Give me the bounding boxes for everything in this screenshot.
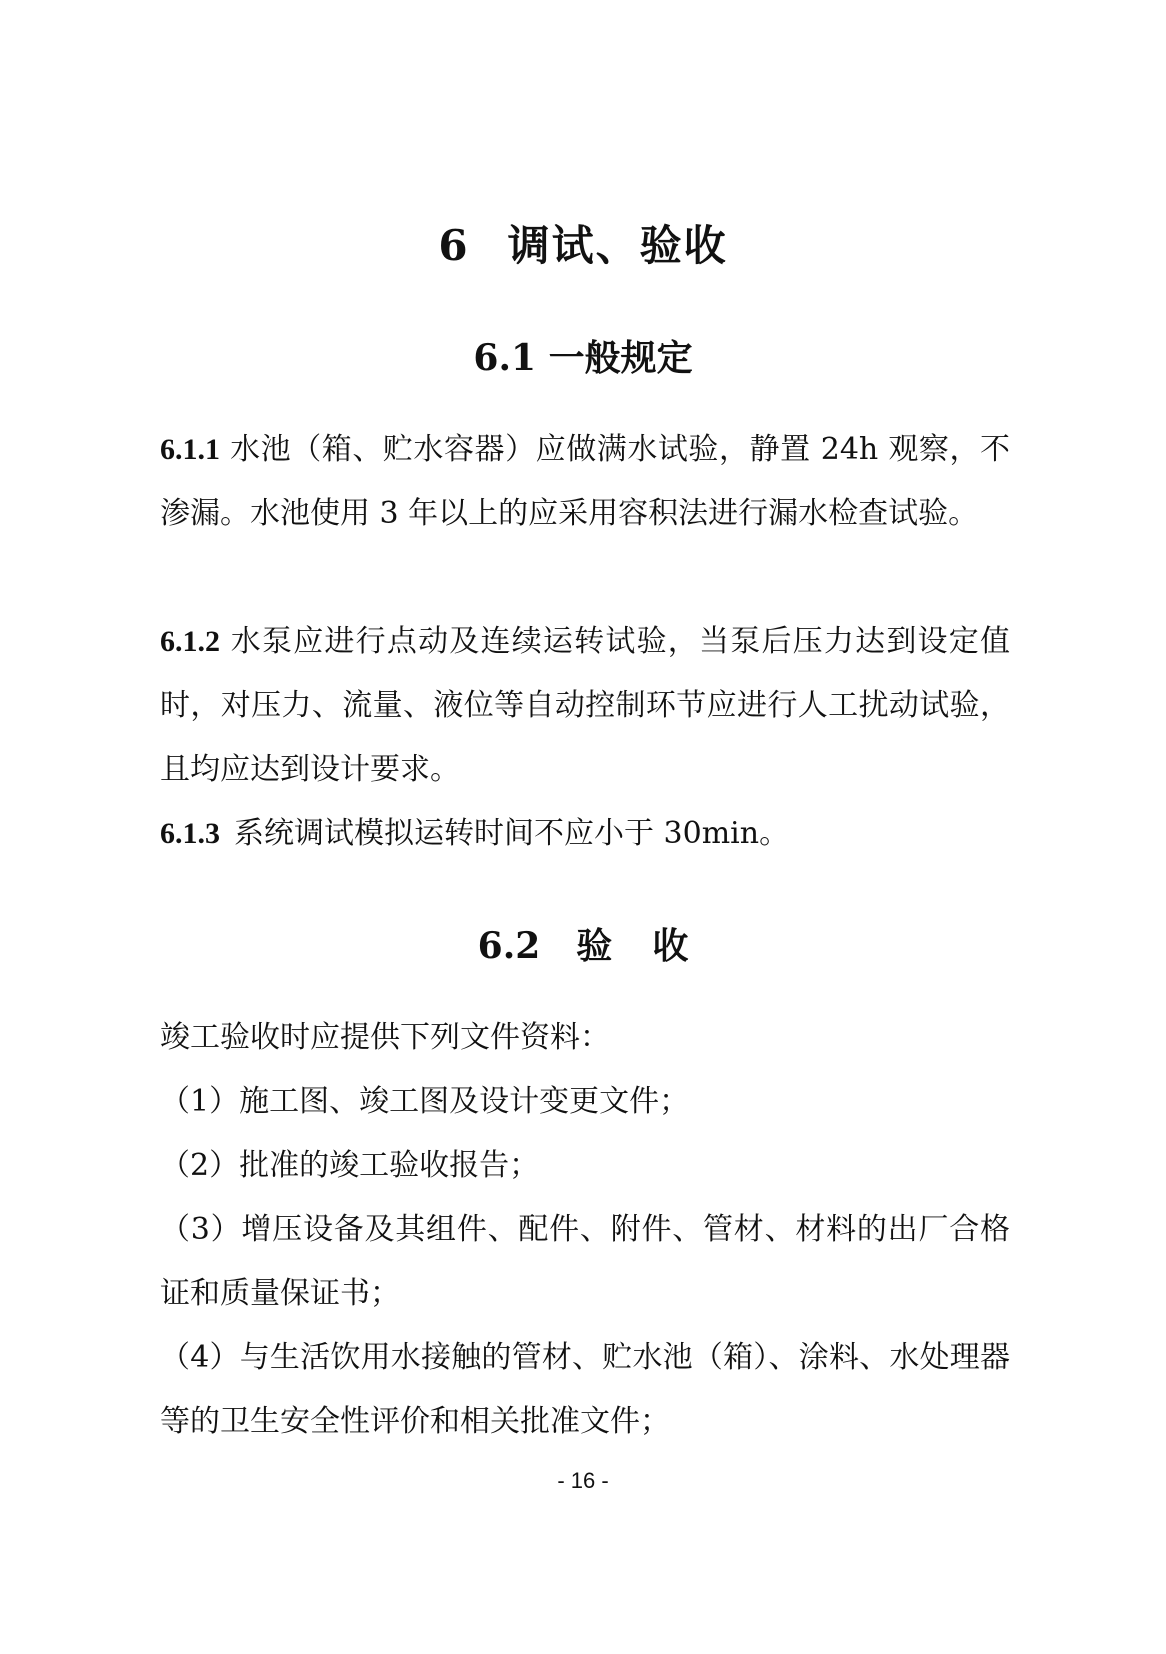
section-heading-6-1: 6.1 一般规定 xyxy=(473,337,693,379)
clause-text: 系统调试模拟运转时间不应小于 30min。 xyxy=(234,816,790,851)
clause-6-1-1 xyxy=(160,418,1010,546)
chapter-title xyxy=(0,218,1166,274)
section-title-char: 收 xyxy=(652,925,689,967)
clause-number: 6.1.2 xyxy=(160,625,220,658)
chapter-number: 6 xyxy=(438,221,470,270)
section-heading-6-2 xyxy=(0,922,1166,970)
list-item: （3）增压设备及其组件、配件、附件、管材、材料的出厂合格证和质量保证书； xyxy=(160,1212,1010,1311)
list-item: （2）批准的竣工验收报告； xyxy=(160,1148,540,1183)
section-title-char: 验 xyxy=(576,925,613,967)
page-number: - 16 - xyxy=(557,1468,609,1493)
list-item: （4）与生活饮用水接触的管材、贮水池（箱）、涂料、水处理器等的卫生安全性评价和相关批准文件； xyxy=(160,1340,1010,1439)
clause-text: 水池（箱、贮水容器）应做满水试验，静置 24h 观察，不渗漏。水池使用 3 年以上的应采用容积法进行漏水检查试验。 xyxy=(160,432,1010,531)
clause-number: 6.1.1 xyxy=(160,433,220,466)
section-number: 6.2 xyxy=(477,925,541,967)
clause-6-1-2 xyxy=(160,610,1010,802)
clause-number: 6.1.3 xyxy=(160,817,220,850)
clause-6-1-3 xyxy=(160,802,1010,866)
chapter-title-text: 调试、验收 xyxy=(507,221,728,270)
clause-text: 水泵应进行点动及连续运转试验，当泵后压力达到设定值时，对压力、流量、液位等自动控制环节应进行人工扰动试验，且均应达到设计要求。 xyxy=(160,624,1010,787)
acceptance-intro: 竣工验收时应提供下列文件资料： xyxy=(160,1020,610,1055)
list-item: （1）施工图、竣工图及设计变更文件； xyxy=(160,1084,690,1119)
